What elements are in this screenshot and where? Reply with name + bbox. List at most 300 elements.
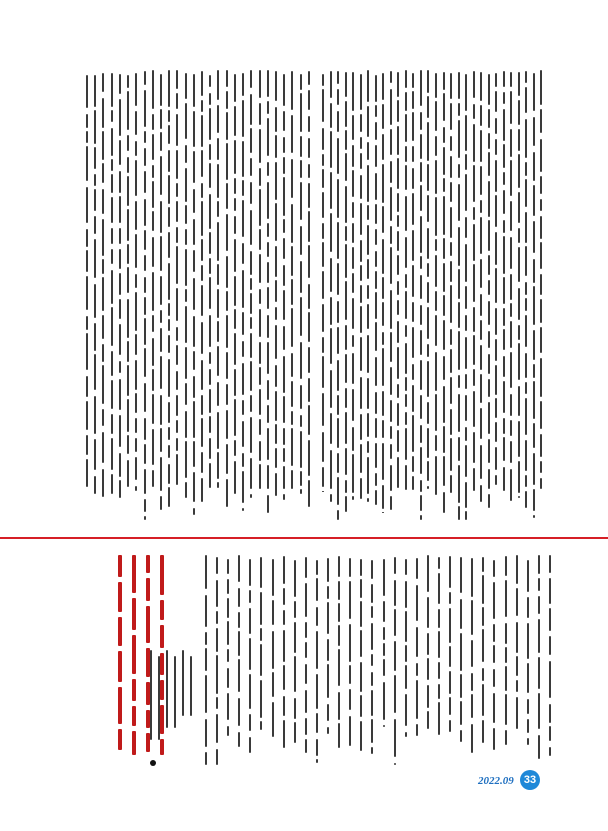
text-line	[291, 411, 293, 425]
text-line	[405, 165, 407, 190]
text-line	[435, 352, 437, 391]
text-line	[352, 145, 354, 167]
text-line	[420, 112, 422, 130]
text-line	[533, 73, 535, 111]
text-line	[427, 711, 429, 729]
text-line	[327, 727, 329, 734]
text-line	[160, 328, 162, 352]
text-line	[518, 154, 520, 188]
text-line	[94, 354, 96, 390]
text-line	[540, 176, 542, 194]
text-line	[201, 285, 203, 316]
text-line	[127, 209, 129, 241]
text-line	[465, 511, 467, 520]
text-line	[152, 134, 154, 160]
text-line	[217, 222, 219, 261]
text-line	[176, 454, 178, 485]
text-line	[397, 281, 399, 295]
text-line	[480, 445, 482, 479]
text-line	[217, 346, 219, 376]
text-line	[397, 231, 399, 251]
text-line	[367, 225, 369, 255]
text-line	[510, 303, 512, 317]
text-line	[337, 360, 339, 391]
text-line	[345, 325, 347, 350]
title-glyph	[118, 687, 122, 724]
text-line	[345, 496, 347, 512]
text-line	[458, 72, 460, 99]
text-line	[259, 129, 261, 163]
text-line	[450, 182, 452, 202]
text-line	[375, 443, 377, 468]
text-line	[488, 331, 490, 348]
text-line	[152, 165, 154, 178]
text-line	[345, 72, 347, 97]
text-line	[473, 432, 475, 463]
text-line	[185, 289, 187, 302]
text-line	[420, 185, 422, 211]
text-line	[375, 322, 377, 351]
text-line	[420, 216, 422, 253]
text-line	[397, 255, 399, 275]
text-line	[525, 353, 527, 378]
text-line	[375, 357, 377, 386]
text-line	[360, 306, 362, 333]
text-line	[480, 485, 482, 502]
text-line	[160, 74, 162, 106]
text-line	[493, 728, 495, 750]
text-line	[458, 465, 460, 503]
text-line	[360, 203, 362, 235]
text-line	[283, 356, 285, 393]
text-line	[458, 506, 460, 520]
text-line	[111, 270, 113, 304]
text-line	[176, 288, 178, 321]
text-line	[371, 672, 373, 686]
text-line	[135, 274, 137, 288]
text-line	[242, 471, 244, 503]
text-line	[260, 628, 262, 641]
text-line	[201, 322, 203, 354]
text-line	[518, 325, 520, 340]
text-line	[283, 265, 285, 286]
text-line	[503, 437, 505, 461]
text-line	[283, 630, 285, 662]
text-line	[250, 317, 252, 329]
text-line	[352, 298, 354, 329]
text-line	[505, 556, 507, 576]
text-line	[397, 100, 399, 122]
text-line	[185, 145, 187, 163]
text-line	[193, 278, 195, 310]
text-line	[322, 74, 324, 86]
text-line	[405, 343, 407, 374]
text-line	[480, 217, 482, 254]
text-line	[234, 74, 236, 102]
text-line	[427, 96, 429, 118]
text-line	[383, 601, 385, 622]
text-line	[349, 581, 351, 619]
text-line	[201, 239, 203, 261]
text-line	[367, 259, 369, 279]
text-line	[493, 669, 495, 687]
text-line	[367, 106, 369, 137]
text-line	[209, 277, 211, 309]
text-line	[420, 425, 422, 443]
text-line	[382, 485, 384, 509]
text-line	[345, 244, 347, 278]
text-line	[259, 289, 261, 304]
text-line	[510, 160, 512, 196]
text-line	[473, 207, 475, 220]
text-line	[267, 70, 269, 97]
text-line	[259, 441, 261, 461]
text-line	[119, 171, 121, 193]
text-line	[495, 160, 497, 192]
text-line	[438, 557, 440, 569]
text-line	[405, 465, 407, 490]
text-line	[322, 491, 324, 492]
text-line	[482, 575, 484, 604]
text-line	[525, 162, 527, 176]
text-line	[168, 319, 170, 331]
title-glyph	[160, 680, 164, 700]
title-glyph	[160, 653, 164, 675]
title-glyph	[146, 578, 150, 601]
text-line	[427, 555, 429, 592]
text-line	[176, 201, 178, 222]
text-line	[322, 169, 324, 188]
text-line	[390, 332, 392, 362]
text-line	[473, 335, 475, 365]
text-line	[540, 109, 542, 133]
text-line	[86, 75, 88, 108]
text-line	[352, 202, 354, 218]
text-line	[488, 255, 490, 275]
text-line	[102, 344, 104, 362]
text-line	[405, 237, 407, 268]
text-line	[294, 722, 296, 743]
text-line	[405, 428, 407, 460]
text-line	[250, 251, 252, 275]
text-line	[427, 461, 429, 481]
text-line	[294, 622, 296, 653]
text-line	[405, 377, 407, 391]
title-glyph	[132, 598, 136, 630]
text-line	[371, 719, 373, 743]
text-line	[267, 118, 269, 156]
text-line	[127, 341, 129, 362]
text-line	[226, 410, 228, 439]
text-line	[152, 181, 154, 208]
text-line	[383, 627, 385, 640]
text-line	[209, 144, 211, 160]
text-line	[458, 331, 460, 370]
text-line	[527, 699, 529, 714]
text-line	[435, 101, 437, 131]
text-line	[443, 93, 445, 121]
text-line	[275, 71, 277, 101]
text-line	[234, 309, 236, 329]
text-line	[86, 401, 88, 430]
text-line	[397, 430, 399, 452]
text-line	[503, 220, 505, 233]
text-line	[405, 291, 407, 319]
text-line	[480, 294, 482, 316]
text-line	[516, 680, 518, 692]
text-line	[538, 578, 540, 591]
text-line	[283, 326, 285, 350]
text-line	[360, 114, 362, 132]
text-line	[375, 490, 377, 505]
text-line	[216, 749, 218, 765]
text-line	[449, 556, 451, 588]
text-line	[283, 157, 285, 174]
title-glyph	[132, 679, 136, 701]
text-line	[345, 186, 347, 223]
text-line	[242, 508, 244, 511]
text-line	[443, 456, 445, 486]
text-line	[111, 307, 113, 346]
text-line	[337, 418, 339, 448]
text-line	[495, 475, 497, 485]
text-line	[185, 229, 187, 245]
text-line	[352, 496, 354, 500]
text-line	[217, 321, 219, 342]
text-line	[360, 601, 362, 627]
text-line	[226, 315, 228, 348]
text-line	[405, 325, 407, 337]
text-line	[102, 259, 104, 274]
text-line	[234, 440, 236, 456]
text-line	[510, 201, 512, 231]
text-line	[450, 438, 452, 471]
text-line	[127, 460, 129, 487]
text-line	[533, 453, 535, 485]
text-line	[538, 619, 540, 653]
text-line	[300, 297, 302, 336]
text-line	[390, 496, 392, 510]
text-line	[540, 242, 542, 269]
text-line	[349, 558, 351, 577]
text-line	[420, 395, 422, 419]
text-line	[438, 662, 440, 679]
text-line	[259, 229, 261, 250]
text-line	[283, 665, 285, 690]
text-line	[111, 474, 113, 494]
text-line	[226, 143, 228, 180]
text-line	[516, 697, 518, 729]
text-line	[308, 211, 310, 242]
text-line	[283, 588, 285, 605]
text-line	[209, 463, 211, 488]
text-line	[201, 360, 203, 390]
text-line	[435, 394, 437, 431]
text-line	[294, 560, 296, 597]
text-line	[337, 301, 339, 323]
text-line	[383, 659, 385, 676]
text-line	[238, 631, 240, 656]
text-line	[294, 601, 296, 618]
text-line	[488, 74, 490, 105]
text-line	[412, 91, 414, 109]
text-line	[360, 377, 362, 409]
text-line	[338, 581, 340, 600]
text-line	[390, 129, 392, 155]
text-line	[111, 159, 113, 171]
text-line	[193, 74, 195, 107]
text-line	[458, 164, 460, 178]
title-glyph	[132, 635, 136, 674]
text-line	[458, 269, 460, 299]
text-line	[465, 115, 467, 151]
text-line	[152, 70, 154, 109]
text-line	[427, 685, 429, 708]
text-line	[193, 401, 195, 438]
text-line	[322, 271, 324, 299]
text-line	[291, 115, 293, 153]
text-line	[283, 466, 285, 489]
text-line	[127, 267, 129, 293]
text-line	[549, 608, 551, 631]
text-line	[394, 580, 396, 606]
text-line	[338, 692, 340, 720]
text-line	[316, 739, 318, 756]
article-title	[118, 555, 178, 760]
text-line	[337, 89, 339, 105]
text-line	[443, 492, 445, 513]
text-line	[549, 636, 551, 655]
text-line	[242, 421, 244, 447]
text-line	[160, 428, 162, 452]
text-line	[250, 158, 252, 176]
text-line	[86, 276, 88, 310]
text-line	[327, 639, 329, 661]
text-line	[111, 197, 113, 223]
text-line	[518, 386, 520, 416]
text-line	[427, 263, 429, 277]
text-line	[300, 415, 302, 427]
text-line	[383, 559, 385, 596]
text-line	[185, 441, 187, 478]
text-line	[505, 730, 507, 745]
text-line	[337, 222, 339, 259]
text-line	[119, 299, 121, 319]
text-line	[227, 621, 229, 645]
text-line	[322, 467, 324, 487]
section-divider	[0, 537, 608, 539]
text-line	[249, 737, 251, 753]
text-line	[305, 622, 307, 638]
text-line	[238, 732, 240, 747]
text-line	[427, 402, 429, 424]
text-line	[510, 469, 512, 501]
text-line	[405, 146, 407, 162]
text-line	[349, 624, 351, 662]
text-line	[488, 494, 490, 508]
text-line	[275, 280, 277, 302]
text-line	[327, 558, 329, 582]
text-line	[397, 384, 399, 398]
text-line	[473, 307, 475, 332]
text-line	[209, 315, 211, 347]
text-line	[405, 694, 407, 726]
text-line	[427, 344, 429, 357]
text-line	[375, 473, 377, 486]
text-line	[465, 374, 467, 389]
text-line	[242, 73, 244, 96]
text-line	[390, 367, 392, 395]
text-line	[352, 454, 354, 493]
text-line	[86, 459, 88, 487]
text-line	[234, 399, 236, 436]
text-line	[226, 112, 228, 140]
text-line	[111, 414, 113, 434]
text-line	[443, 127, 445, 143]
text-line	[460, 557, 462, 593]
text-line	[480, 259, 482, 288]
text-line	[176, 93, 178, 109]
text-line	[427, 307, 429, 339]
text-line	[201, 150, 203, 177]
text-line	[250, 333, 252, 358]
text-line	[135, 292, 137, 331]
text-line	[505, 623, 507, 644]
text-line	[510, 72, 512, 87]
text-line	[375, 392, 377, 414]
text-line	[360, 153, 362, 169]
text-line	[488, 301, 490, 325]
text-line	[533, 286, 535, 325]
text-line	[144, 297, 146, 315]
text-line	[275, 448, 277, 468]
text-line	[308, 183, 310, 208]
text-line	[412, 385, 414, 412]
text-line	[205, 632, 207, 645]
text-line	[405, 732, 407, 737]
text-line	[337, 453, 339, 473]
text-line	[250, 128, 252, 153]
title-glyph	[146, 555, 150, 573]
text-line	[135, 73, 137, 106]
text-line	[242, 363, 244, 395]
text-line	[525, 382, 527, 394]
caption-line	[174, 656, 176, 728]
text-line	[427, 195, 429, 222]
text-line	[86, 250, 88, 272]
text-line	[390, 400, 392, 422]
title-glyph	[118, 651, 122, 682]
text-line	[152, 369, 154, 391]
text-line	[482, 668, 484, 681]
text-line	[525, 246, 527, 276]
text-line	[205, 752, 207, 765]
text-line	[119, 74, 121, 94]
text-line	[267, 405, 269, 423]
text-line	[144, 499, 146, 512]
text-line	[300, 489, 302, 494]
text-line	[360, 285, 362, 303]
text-line	[322, 356, 324, 388]
text-line	[330, 213, 332, 252]
text-line	[473, 104, 475, 119]
text-line	[234, 461, 236, 494]
text-line	[443, 263, 445, 292]
text-line	[482, 684, 484, 716]
text-line	[267, 342, 269, 374]
text-line	[168, 125, 170, 144]
text-line	[249, 674, 251, 709]
